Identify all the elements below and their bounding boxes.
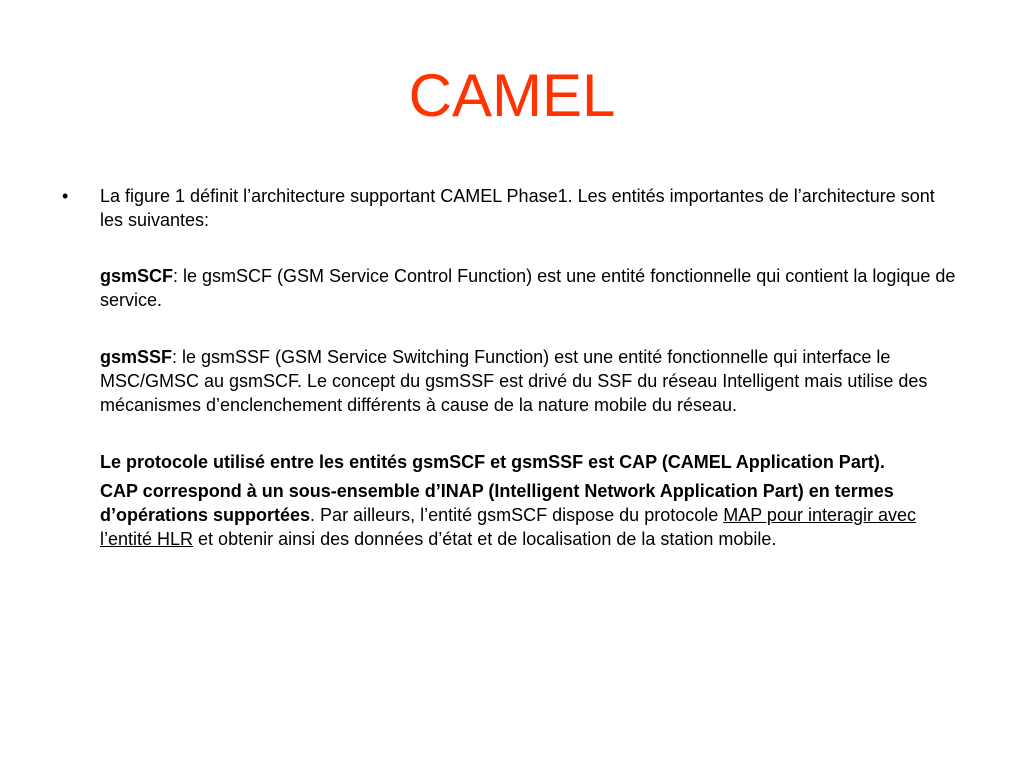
slide-title: CAMEL xyxy=(408,62,616,129)
gsmssf-term: gsmSSF xyxy=(100,347,173,367)
bullet-marker: • xyxy=(62,186,69,206)
map-hlr-link[interactable]: MAP pour interagir avec l’entité HLR xyxy=(100,505,917,549)
cap-text-end: et obtenir ainsi des données d’état et de localisation de la station mobile. xyxy=(193,529,777,549)
gsmscf-paragraph xyxy=(100,264,962,312)
bullet-text: La figure 1 définit l’architecture supportant CAMEL Phase1. Les entités importantes de l’architecture sont les suivantes: xyxy=(100,186,935,230)
gsmscf-term: gsmSCF xyxy=(100,266,174,286)
slide-body xyxy=(62,184,962,551)
cap-paragraph xyxy=(100,479,962,551)
cap-bold-text: CAP correspond à un sous-ensemble d’INAP (Intelligent Network Application Part) en termes d’opérations supportées xyxy=(100,481,894,525)
cap-text: . Par ailleurs, l’entité gsmSCF dispose du protocole xyxy=(310,505,724,525)
protocol-paragraph: Le protocole utilisé entre les entités gsmSCF et gsmSSF est CAP (CAMEL Application Part). xyxy=(100,452,885,472)
gsmssf-paragraph xyxy=(100,345,962,417)
bullet-item xyxy=(62,184,962,232)
gsmssf-definition: : le gsmSSF (GSM Service Switching Function) est une entité fonctionnelle qui interface le MSC/GMSC au gsmSCF. Le concept du gsmSSF est drivé du SSF du réseau Intelligent mais utilise des mécanismes d’enclenchement différents à cause de la nature mobile du réseau. xyxy=(100,347,928,415)
gsmscf-definition: : le gsmSCF (GSM Service Control Function) est une entité fonctionnelle qui contient la logique de service. xyxy=(100,266,956,310)
